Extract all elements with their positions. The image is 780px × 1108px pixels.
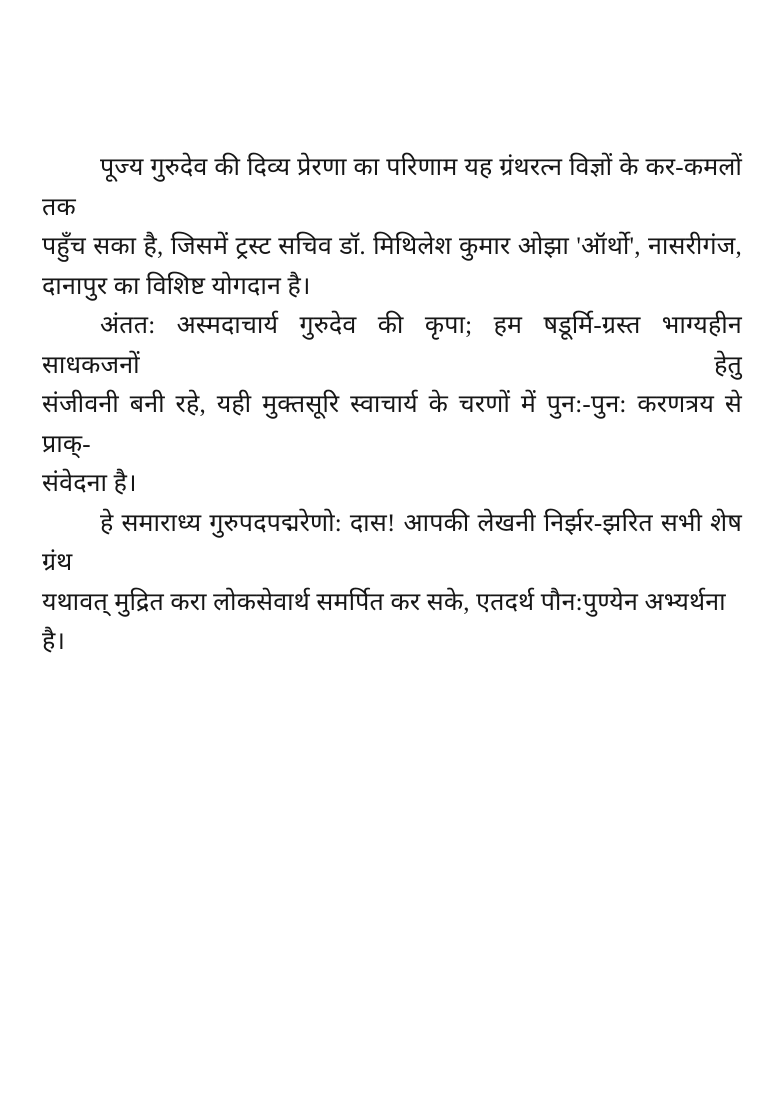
text-line: संवेदना है।: [42, 470, 137, 497]
paragraph: [42, 504, 742, 662]
text-line: दानापुर का विशिष्ट योगदान है।: [42, 272, 311, 300]
text-line: पूज्य गुरुदेव की दिव्य प्रेरणा का परिणाम यह ग्रंथरत्न विज्ञों के कर-कमलों तक: [42, 154, 742, 221]
text-line: यथावत् मुद्रित करा लोकसेवार्थ समर्पित कर सके, एतदर्थ पौन:पुण्येन अभ्यर्थना है।: [42, 588, 726, 655]
body-text: [42, 148, 742, 662]
paragraph: [42, 306, 742, 504]
paragraph: [42, 148, 742, 306]
text-line: हे समाराध्य गुरुपदपद्मरेणो: दास! आपकी लेखनी निर्झर-झरित सभी शेष ग्रंथ: [42, 509, 742, 576]
text-line: संजीवनी बनी रहे, यही मुक्तसूरि स्वाचार्य के चरणों में पुन:-पुन: करणत्रय से प्राक्-: [42, 391, 742, 458]
text-line: पहुँच सका है, जिसमें ट्रस्ट सचिव डॉ. मिथिलेश कुमार ओझा 'ऑर्थो', नासरीगंज,: [42, 233, 742, 260]
text-line: अंतत: अस्मदाचार्य गुरुदेव की कृपा; हम षडूर्मि-ग्रस्त भाग्यहीन साधकजनों हेतु: [42, 312, 742, 379]
